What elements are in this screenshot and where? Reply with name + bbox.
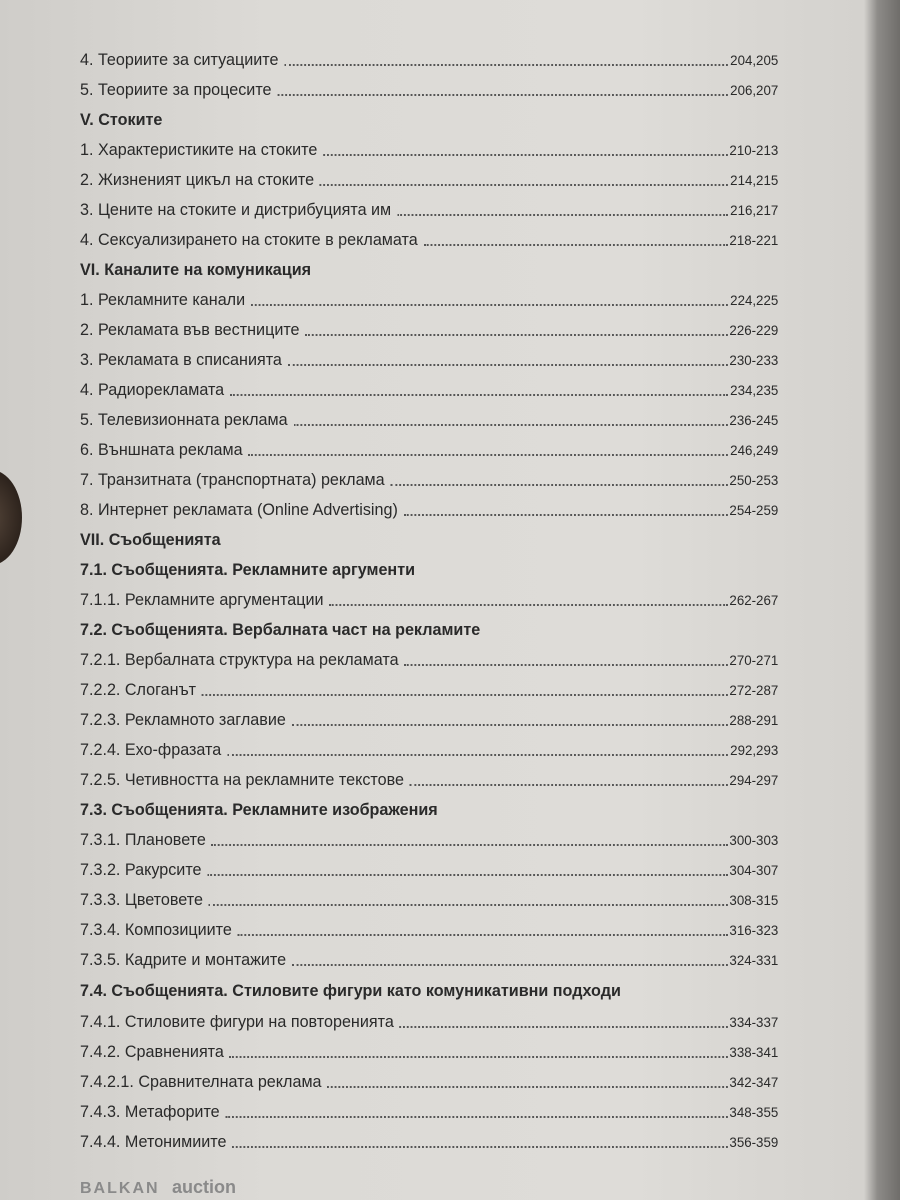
toc-entry — [80, 580, 778, 610]
entry-title: VII. Съобщенията — [80, 530, 221, 549]
dot-leader — [329, 604, 727, 606]
entry-pages: 216,217 — [730, 202, 779, 218]
entry-pages: 324-331 — [729, 952, 779, 968]
dot-leader — [207, 874, 727, 876]
watermark-line1: BALKAN — [80, 1180, 160, 1197]
entry-title: V. Стоките — [80, 110, 163, 129]
dot-leader — [209, 904, 728, 906]
entry-pages: 206,207 — [730, 82, 779, 98]
entry-pages: 308-315 — [729, 892, 779, 908]
toc-entry — [80, 760, 778, 790]
dot-leader — [305, 334, 727, 336]
entry-title: 7.4.1. Стиловите фигури на повторенията — [80, 1012, 394, 1031]
entry-title: 7.3. Съобщенията. Рекламните изображения — [80, 800, 438, 819]
toc-entry — [80, 490, 778, 520]
entry-pages: 294-297 — [729, 772, 779, 788]
entry-title: 7.4. Съобщенията. Стиловите фигури като комуникативни подходи — [80, 981, 621, 1000]
dot-leader — [404, 664, 727, 666]
entry-title: 7.3.2. Ракурсите — [80, 860, 202, 879]
entry-title: 7.1.1. Рекламните аргументации — [80, 590, 324, 609]
entry-pages: 270-271 — [729, 652, 779, 668]
dot-leader — [230, 1056, 728, 1058]
entry-title: 4. Радиорекламата — [80, 380, 225, 399]
toc-entry — [80, 1002, 778, 1032]
toc-heading — [80, 250, 778, 280]
watermark — [80, 1176, 236, 1198]
entry-title: 7.3.5. Кадрите и монтажите — [80, 950, 287, 969]
toc-heading — [80, 790, 778, 820]
entry-pages: 218-221 — [729, 232, 779, 248]
entry-pages: 348-355 — [729, 1104, 779, 1120]
entry-pages: 272-287 — [729, 682, 779, 698]
entry-pages: 356-359 — [729, 1134, 779, 1150]
entry-title: 7.3.4. Композициите — [80, 920, 232, 939]
toc-entry — [80, 1062, 778, 1092]
toc-entry — [80, 1092, 778, 1122]
dot-leader — [248, 454, 728, 456]
toc-entry — [80, 70, 778, 100]
dot-leader — [251, 304, 728, 306]
dot-leader — [232, 1146, 727, 1148]
entry-pages: 210-213 — [729, 142, 779, 158]
dot-leader — [288, 364, 728, 366]
dot-leader — [320, 184, 729, 186]
toc-entry — [80, 940, 778, 970]
toc-entry — [80, 400, 778, 430]
entry-title: 1. Рекламните канали — [80, 290, 246, 309]
entry-title: 7.2. Съобщенията. Вербалната част на рекламите — [80, 620, 481, 639]
entry-pages: 236-245 — [729, 412, 779, 428]
entry-pages: 230-233 — [729, 352, 779, 368]
toc-entry — [80, 910, 778, 940]
entry-title: 3. Рекламата в списанията — [80, 350, 282, 369]
dot-leader — [293, 424, 727, 426]
toc-entry — [80, 40, 778, 70]
toc-heading — [80, 100, 778, 130]
entry-title: 7.3.1. Плановете — [80, 830, 206, 849]
dot-leader — [284, 64, 728, 66]
entry-pages: 262-267 — [729, 592, 779, 608]
entry-title: 6. Външната реклама — [80, 440, 243, 459]
toc-entry — [80, 1122, 778, 1152]
dot-leader — [292, 724, 728, 726]
dot-leader — [423, 244, 727, 246]
entry-title: 5. Телевизионната реклама — [80, 410, 288, 429]
entry-pages: 254-259 — [729, 502, 779, 518]
entry-title: 2. Жизненият цикъл на стоките — [80, 170, 315, 189]
table-of-contents — [80, 40, 815, 1152]
dot-leader — [225, 1116, 727, 1118]
toc-entry — [80, 310, 778, 340]
entry-pages: 300-303 — [729, 832, 779, 848]
entry-pages: 214,215 — [730, 172, 779, 188]
toc-entry — [80, 280, 778, 310]
entry-title: 8. Интернет рекламата (Online Advertising) — [80, 500, 398, 519]
toc-entry — [80, 700, 778, 730]
entry-pages: 338-341 — [729, 1044, 779, 1060]
dot-leader — [410, 784, 728, 786]
entry-pages: 334-337 — [729, 1014, 779, 1030]
toc-entry — [80, 370, 778, 400]
toc-heading — [80, 610, 778, 640]
dot-leader — [323, 154, 727, 156]
entry-title: 5. Теориите за процесите — [80, 80, 272, 99]
entry-pages: 204,205 — [730, 52, 779, 68]
dot-leader — [238, 934, 728, 936]
toc-entry — [80, 820, 778, 850]
finger — [0, 470, 22, 565]
entry-title: 4. Теориите за ситуациите — [80, 50, 279, 69]
toc-entry — [80, 160, 778, 190]
entry-title: 7.2.1. Вербалната структура на рекламата — [80, 650, 399, 669]
toc-entry — [80, 130, 778, 160]
toc-entry — [80, 340, 778, 370]
entry-title: VI. Каналите на комуникация — [80, 260, 312, 279]
entry-title: 7.1. Съобщенията. Рекламните аргументи — [80, 560, 416, 579]
entry-pages: 316-323 — [729, 922, 779, 938]
toc-entry — [80, 460, 778, 490]
toc-entry — [80, 850, 778, 880]
entry-title: 7. Транзитната (транспортната) реклама — [80, 470, 385, 489]
dot-leader — [230, 394, 728, 396]
entry-title: 3. Цените на стоките и дистрибуцията им — [80, 200, 392, 219]
toc-entry — [80, 1032, 778, 1062]
entry-pages: 226-229 — [729, 322, 779, 338]
dot-leader — [327, 1086, 727, 1088]
entry-title: 7.2.5. Четивността на рекламните текстове — [80, 770, 404, 789]
dot-leader — [390, 484, 727, 486]
watermark-line2: auction — [172, 1177, 237, 1197]
entry-title: 7.2.4. Ехо-фразата — [80, 740, 222, 759]
dot-leader — [397, 214, 728, 216]
entry-title: 7.2.3. Рекламното заглавие — [80, 710, 286, 729]
toc-entry — [80, 190, 778, 220]
dot-leader — [277, 94, 728, 96]
entry-title: 7.3.3. Цветовете — [80, 890, 203, 909]
toc-heading — [80, 520, 778, 550]
entry-title: 4. Сексуализирането на стоките в рекламата — [80, 230, 418, 249]
entry-title: 7.4.2.1. Сравнителната реклама — [80, 1072, 322, 1091]
entry-title: 7.4.4. Метонимиите — [80, 1132, 227, 1151]
dot-leader — [202, 694, 728, 696]
entry-title: 1. Характеристиките на стоките — [80, 140, 318, 159]
entry-title: 7.2.2. Слоганът — [80, 680, 197, 699]
dot-leader — [292, 964, 728, 966]
entry-title: 2. Рекламата във вестниците — [80, 320, 300, 339]
dot-leader — [404, 514, 728, 516]
toc-entry — [80, 670, 778, 700]
toc-entry — [80, 880, 778, 910]
entry-pages: 292,293 — [730, 742, 779, 758]
dot-leader — [400, 1026, 728, 1028]
dot-leader — [212, 844, 728, 846]
toc-entry — [80, 730, 778, 760]
entry-pages: 224,225 — [730, 292, 779, 308]
entry-pages: 250-253 — [729, 472, 779, 488]
toc-entry — [80, 430, 778, 460]
dot-leader — [227, 754, 728, 756]
entry-title: 7.4.2. Сравненията — [80, 1042, 224, 1061]
entry-pages: 304-307 — [729, 862, 779, 878]
entry-pages: 246,249 — [730, 442, 779, 458]
entry-pages: 234,235 — [730, 382, 779, 398]
toc-heading — [80, 550, 778, 580]
toc-entry — [80, 220, 778, 250]
entry-pages: 288-291 — [729, 712, 779, 728]
entry-pages: 342-347 — [729, 1074, 779, 1090]
toc-entry — [80, 640, 778, 670]
entry-title: 7.4.3. Метафорите — [80, 1102, 220, 1121]
toc-heading — [80, 970, 778, 1002]
